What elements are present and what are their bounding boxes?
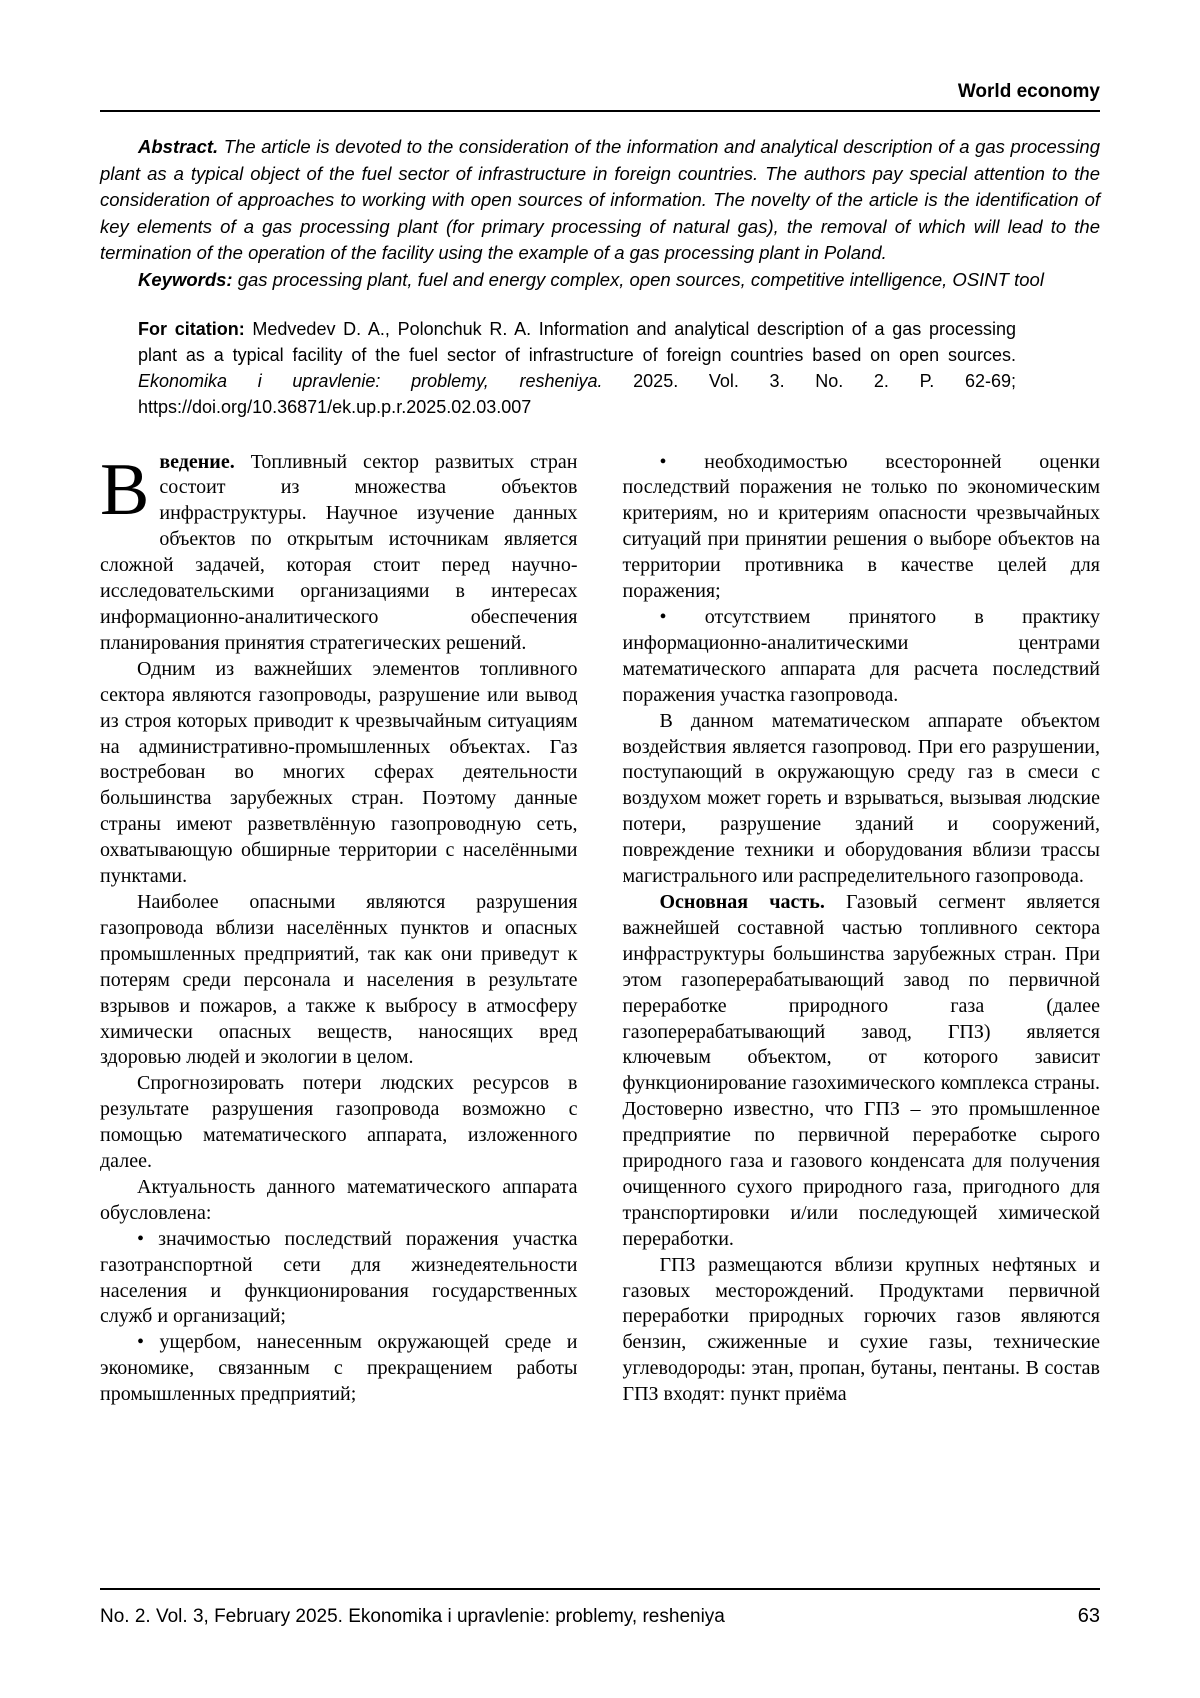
citation-block — [138, 316, 1016, 420]
keywords-label: Keywords: — [138, 268, 233, 290]
paragraph-text: Актуальность данного математического аппарата обусловлена: — [100, 1175, 578, 1224]
paragraph-text: Спрогнозировать потери людских ресурсов в результате разрушения газопровода возможно с помощью математического аппарата, изложенного далее. — [100, 1072, 578, 1173]
paragraph-text: • значимостью последствий поражения участка газотранспортной сети для жизнедеятельности населения и функционирования государственных служб и организаций; — [100, 1227, 578, 1328]
body-columns — [100, 450, 1100, 1409]
body-paragraph — [623, 890, 1101, 1253]
abstract-block — [100, 134, 1100, 294]
footer-rule — [100, 1588, 1100, 1590]
bullet-item — [623, 450, 1101, 605]
right-column — [623, 450, 1101, 1409]
body-paragraph — [100, 450, 578, 657]
running-head: World economy — [957, 81, 1100, 102]
drop-cap: В — [100, 448, 150, 531]
paragraph-text: В данном математическом аппарате объектом воздействия является газопровод. При его разрушении, поступающий в окружающую среду газ в смеси с воздухом может гореть и взрываться, вызывая людские потери, разрушение зданий и сооружений, повреждение техники и оборудования вблизи трассы магистрального или распределительного газопровода. — [622, 709, 1100, 888]
footer-journal-line: No. 2. Vol. 3, February 2025. Ekonomika i upravlenie: problemy, resheniya — [100, 1606, 725, 1627]
paragraph-text: Газовый сегмент является важнейшей составной частью топливного сектора инфраструктуры большинства зарубежных стран. При этом газоперерабатывающий завод по первичной переработке природного газа (далее газоперерабатывающий завод, ГПЗ) является ключевым объектом, от которого зависит функционирование газохимического комплекса страны. Достоверно известно, что ГПЗ – это промышленное предприятие по первичной переработке сырого природного газа и газового конденсата для получения очищенного сухого природного газа, пригодного для транспортировки и/или последующей химической переработки. — [622, 890, 1100, 1250]
keywords-paragraph — [100, 267, 1100, 294]
paragraph-text: Одним из важнейших элементов топливного сектора являются газопроводы, разрушение или вывод из строя которых приводит к чрезвычайным ситуациям на административно-промышленных объектах. Газ востребован во многих сферах деятельности большинства зарубежных стран. Поэтому данные страны имеют разветвлённую газопроводную сеть, охватывающую обширные территории с населёнными пунктами. — [100, 657, 578, 888]
body-paragraph — [623, 1253, 1101, 1408]
page-footer — [100, 1588, 1100, 1628]
citation-journal-title: Ekonomika i upravlenie: problemy, resheniya. — [138, 370, 603, 391]
citation-paragraph — [138, 316, 1016, 420]
section-lead-main-part: Основная часть. — [659, 890, 825, 913]
bullet-item — [100, 1330, 578, 1408]
bullet-item — [623, 605, 1101, 709]
body-paragraph — [100, 890, 578, 1071]
keywords-text: gas processing plant, fuel and energy complex, open sources, competitive intelligence, OSINT tool — [232, 268, 1044, 290]
paragraph-text: Топливный сектор развитых стран состоит из множества объектов инфраструктуры. Научное изучение данных объектов по открытым источникам является сложной задачей, которая стоит перед научно-исследовательскими организациями в интересах информационно-аналитического обеспечения планирования принятия стратегических решений. — [100, 450, 578, 654]
section-lead-introduction: ведение. — [159, 450, 235, 473]
body-paragraph — [623, 709, 1101, 890]
abstract-paragraph — [100, 134, 1100, 267]
paragraph-text: Наиболее опасными являются разрушения газопровода вблизи населённых пунктов и опасных промышленных предприятий, так как они приведут к потерям среди персонала и населения в результате взрывов и пожаров, а также к выбросу в атмосферу химически опасных веществ, наносящих вред здоровью людей и экологии в целом. — [100, 890, 578, 1069]
paragraph-text: • отсутствием принятого в практику информационно-аналитическими центрами математического аппарата для расчета последствий поражения участка газопровода. — [622, 606, 1100, 706]
body-paragraph — [100, 657, 578, 890]
citation-label: For citation: — [138, 318, 245, 339]
paragraph-text: • необходимостью всесторонней оценки последствий поражения не только по экономическим критериям, но и критериям опасности чрезвычайных ситуаций при принятии решения о выборе объектов на территории противника в качестве целей для поражения; — [622, 450, 1100, 603]
citation-text: Medvedev D. A., Polonchuk R. A. Information and analytical description of a gas processing plant as a typical facility of the fuel sector of infrastructure of foreign countries based on open sources. — [138, 318, 1016, 365]
left-column — [100, 450, 578, 1409]
page-number: 63 — [1077, 1605, 1100, 1627]
bullet-item — [100, 1227, 578, 1331]
body-paragraph — [100, 1071, 578, 1175]
paragraph-text: • ущербом, нанесенным окружающей среде и экономике, связанным с прекращением работы промышленных предприятий; — [100, 1331, 578, 1406]
abstract-label: Abstract. — [138, 136, 219, 157]
body-paragraph — [100, 1175, 578, 1227]
citation-rest: 2025. Vol. 3. No. 2. P. 62-69; https://doi.org/10.36871/ek.up.p.r.2025.02.03.007 — [138, 370, 1016, 417]
paragraph-text: ГПЗ размещаются вблизи крупных нефтяных и газовых месторождений. Продуктами первичной переработки природных горючих газов являются бензин, сжиженные и сухие газы, технические углеводороды: этан, пропан, бутаны, пентаны. В состав ГПЗ входят: пункт приёма — [622, 1253, 1100, 1406]
abstract-text: The article is devoted to the consideration of the information and analytical description of a gas processing plant as a typical object of the fuel sector of infrastructure in foreign countries. The authors pay special attention to the consideration of approaches to working with open sources of information. The novelty of the article is the identification of key elements of a gas processing plant (for primary processing of natural gas), the removal of which will lead to the termination of the operation of the facility using the example of a gas processing plant in Poland. — [100, 136, 1100, 264]
header-rule — [100, 110, 1100, 112]
